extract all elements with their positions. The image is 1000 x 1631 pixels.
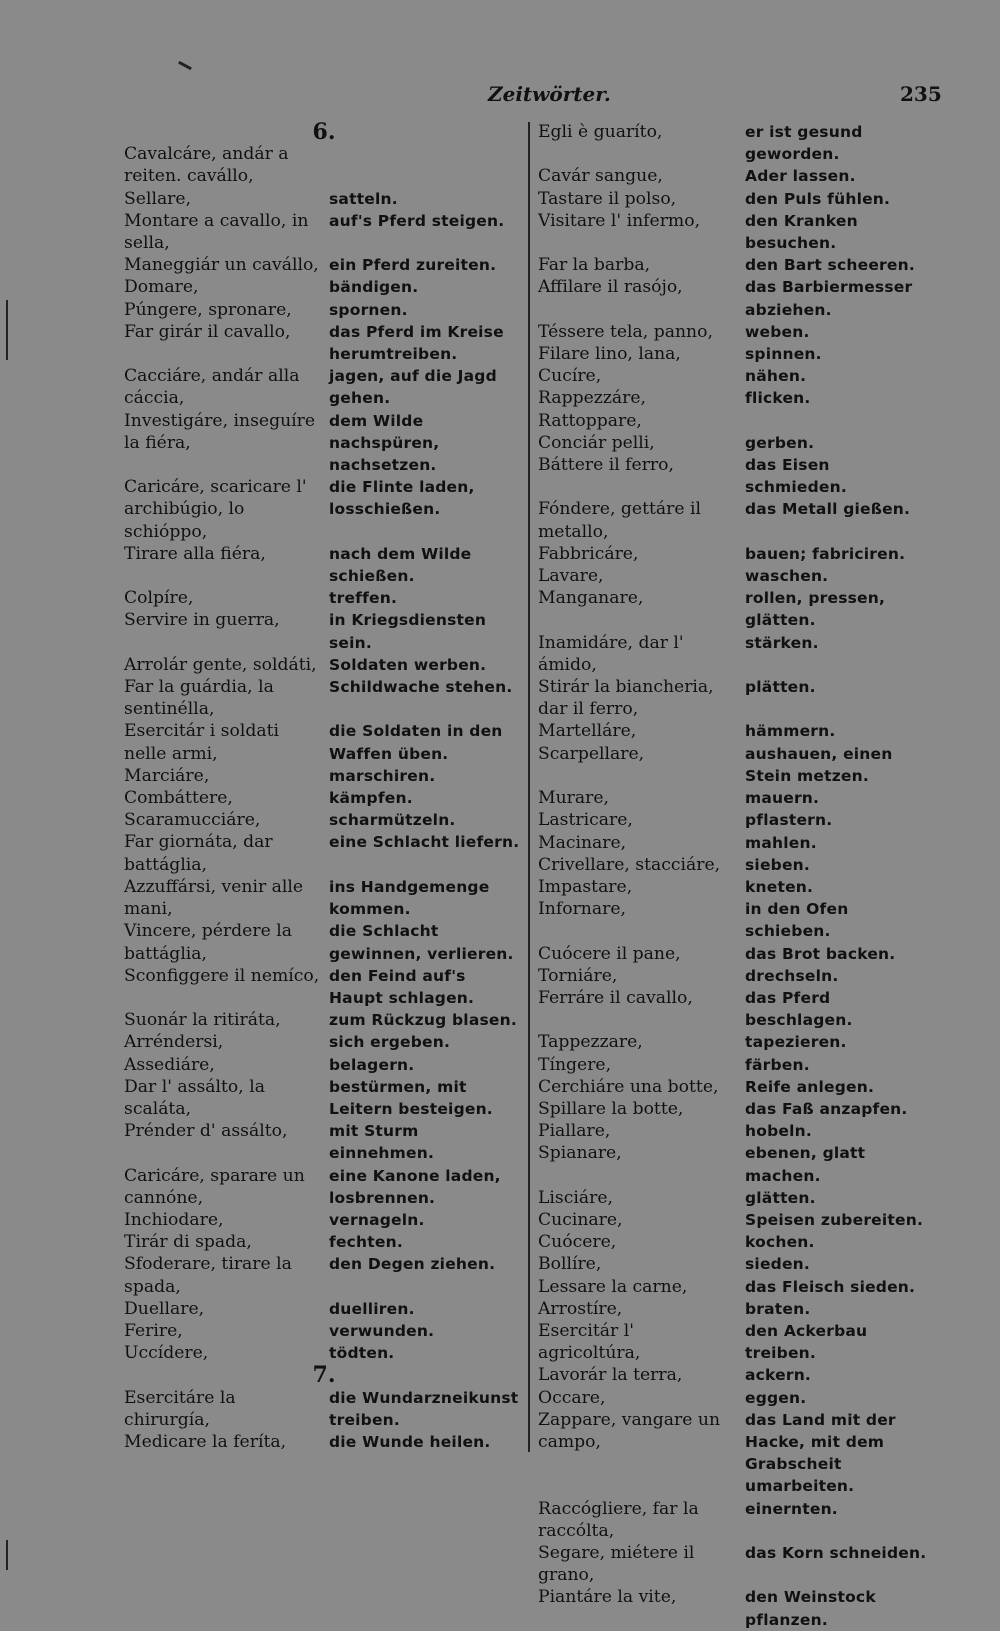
- italian-term: Arrolár gente, soldáti,: [124, 654, 317, 675]
- dictionary-entry: [124, 1076, 524, 1120]
- italian-term: Investigáre, inseguíre la fiéra,: [124, 410, 316, 453]
- german-translation: belagern.: [329, 1055, 415, 1074]
- section-number: 7.: [312, 1362, 336, 1389]
- italian-term: Ferráre il cavallo,: [538, 987, 693, 1008]
- italian-term: Lastricare,: [538, 810, 633, 831]
- dictionary-entry: [124, 1253, 524, 1297]
- dictionary-entry: [538, 854, 933, 876]
- italian-term: Martelláre,: [538, 721, 637, 742]
- italian-term: Téssere tela, panno,: [538, 321, 713, 342]
- italian-term: Affilare il rasójo,: [538, 277, 683, 298]
- margin-mark: [6, 300, 8, 360]
- german-translation: sich ergeben.: [329, 1033, 451, 1052]
- italian-term: Tappezzare,: [538, 1032, 643, 1053]
- dictionary-entry: [124, 1387, 524, 1431]
- italian-term: Cerchiáre una botte,: [538, 1076, 719, 1097]
- italian-term: Esercitáre la chirurgía,: [124, 1387, 236, 1430]
- dictionary-entry: [538, 565, 933, 587]
- italian-term: Assediáre,: [124, 1054, 215, 1075]
- italian-term: Far girár il cavallo,: [124, 321, 291, 342]
- italian-term: Prénder d' assálto,: [124, 1121, 288, 1142]
- italian-term: Infornare,: [538, 899, 626, 920]
- italian-term: Medicare la feríta,: [124, 1431, 287, 1452]
- german-translation: das Metall gießen.: [745, 500, 911, 519]
- dictionary-entry: [538, 121, 933, 165]
- german-translation: das Korn schneiden.: [745, 1544, 927, 1562]
- german-translation: mahlen.: [745, 833, 817, 852]
- german-translation: satteln.: [329, 189, 398, 208]
- italian-term: Uccídere,: [124, 1343, 209, 1364]
- italian-term: Combáttere,: [124, 788, 233, 809]
- german-translation: duelliren.: [329, 1299, 415, 1318]
- german-translation: plätten.: [745, 678, 816, 697]
- german-translation: Ader lassen.: [745, 167, 856, 186]
- dictionary-entry: [538, 365, 933, 387]
- dictionary-entry: [124, 587, 524, 609]
- dictionary-entry: [538, 1031, 933, 1053]
- german-translation: ebenen, glatt machen.: [745, 1144, 866, 1185]
- italian-term: Ferire,: [124, 1320, 183, 1341]
- italian-term: Cucíre,: [538, 366, 602, 387]
- dictionary-entry: [124, 876, 524, 920]
- dictionary-entry: [538, 965, 933, 987]
- italian-term: Inchiodare,: [124, 1209, 224, 1230]
- italian-term: Lisciáre,: [538, 1187, 613, 1208]
- dictionary-entry: [538, 210, 933, 254]
- italian-term: Caricáre, scaricare l' archibúgio, lo schióppo,: [124, 477, 307, 542]
- german-translation: das Pferd im Kreise herumtreiben.: [329, 322, 504, 364]
- german-translation: ackern.: [745, 1366, 812, 1385]
- dictionary-entry: [538, 1364, 933, 1386]
- italian-term: Scarpellare,: [538, 743, 645, 764]
- dictionary-entry: [124, 1054, 524, 1076]
- italian-term: Suonár la ritiráta,: [124, 1010, 281, 1031]
- german-translation: scharmützeln.: [329, 811, 456, 830]
- dictionary-entry: [538, 987, 933, 1031]
- italian-term: Duellare,: [124, 1298, 205, 1319]
- italian-term: Caricáre, sparare un cannóne,: [124, 1165, 305, 1208]
- dictionary-entry: [124, 720, 524, 764]
- dictionary-entry: [538, 1209, 933, 1231]
- italian-term: Piallare,: [538, 1121, 611, 1142]
- german-translation: die Schlacht gewinnen, verlieren.: [329, 922, 514, 963]
- italian-term: Báttere il ferro,: [538, 455, 674, 476]
- german-translation: den Bart scheeren.: [745, 256, 915, 275]
- italian-term: Vincere, pérdere la battáglia,: [124, 921, 292, 964]
- german-translation: marschiren.: [329, 766, 436, 785]
- german-translation: auf's Pferd steigen.: [329, 211, 505, 230]
- dictionary-entry: [538, 787, 933, 809]
- german-translation: weben.: [745, 322, 810, 341]
- german-translation: den Weinstock pflanzen.: [745, 1588, 876, 1629]
- german-translation: das Fleisch sieden.: [745, 1277, 916, 1296]
- dictionary-entry: [124, 1320, 524, 1342]
- german-translation: flicken.: [745, 389, 811, 408]
- dictionary-entry: [538, 1076, 933, 1098]
- dictionary-entry: [124, 654, 524, 676]
- italian-term: Sellare,: [124, 188, 192, 209]
- italian-term: Cavalcáre, andár a reiten. cavállo,: [124, 144, 289, 187]
- dictionary-entry: [124, 609, 524, 653]
- italian-term: Conciár pelli,: [538, 432, 655, 453]
- german-translation: einernten.: [745, 1499, 838, 1518]
- italian-term: Macinare,: [538, 832, 627, 853]
- dictionary-entry: [538, 632, 933, 676]
- dictionary-entry: [538, 454, 933, 498]
- italian-term: Zappare, vangare un campo,: [538, 1409, 721, 1452]
- column-divider: [528, 122, 530, 1452]
- italian-term: Cacciáre, andár alla cáccia,: [124, 366, 300, 409]
- italian-term: Lavorár la terra,: [538, 1365, 683, 1386]
- italian-term: Cucinare,: [538, 1209, 623, 1230]
- italian-term: Lavare,: [538, 566, 604, 587]
- dictionary-entry: [538, 720, 933, 742]
- german-translation: ein Pferd zureiten.: [329, 256, 497, 275]
- german-translation: eine Schlacht liefern.: [329, 833, 520, 852]
- italian-term: Visitare l' infermo,: [538, 210, 701, 231]
- italian-term: Púngere, spronare,: [124, 299, 292, 320]
- german-translation: Soldaten werben.: [329, 655, 487, 674]
- italian-term: Azzuffársi, venir alle mani,: [124, 876, 304, 920]
- german-translation: das Brot backen.: [745, 944, 896, 963]
- italian-term: Egli è guaríto,: [538, 122, 663, 142]
- german-translation: das Pferd beschlagen.: [745, 988, 853, 1030]
- dictionary-entry: [538, 1498, 933, 1542]
- dictionary-entry: [538, 1142, 933, 1186]
- italian-term: Far la barba,: [538, 255, 651, 276]
- german-translation: bändigen.: [329, 278, 419, 297]
- german-translation: mit Sturm einnehmen.: [329, 1122, 435, 1163]
- german-translation: eggen.: [745, 1388, 807, 1407]
- german-translation: den Ackerbau treiben.: [745, 1321, 868, 1363]
- italian-term: Cuócere,: [538, 1232, 617, 1253]
- dictionary-entry: [124, 321, 524, 365]
- dictionary-entry: [538, 165, 933, 187]
- german-translation: tapezieren.: [745, 1033, 847, 1052]
- italian-term: Impastare,: [538, 876, 633, 897]
- dictionary-entry: [124, 765, 524, 787]
- german-translation: stärken.: [745, 633, 819, 652]
- section-number: 6.: [312, 119, 336, 145]
- dictionary-entry: [538, 543, 933, 565]
- dictionary-entry: [538, 254, 933, 276]
- italian-term: Arrostíre,: [538, 1298, 623, 1319]
- dictionary-entry: [124, 476, 524, 543]
- italian-term: Cuócere il pane,: [538, 943, 681, 964]
- german-translation: drechseln.: [745, 966, 839, 985]
- dictionary-entry: [124, 809, 524, 831]
- german-translation: glätten.: [745, 1188, 816, 1207]
- german-translation: die Soldaten in den Waffen üben.: [329, 722, 503, 763]
- dictionary-entry: [124, 410, 524, 477]
- german-translation: färben.: [745, 1055, 810, 1074]
- german-translation: kneten.: [745, 877, 814, 896]
- dictionary-entry: [538, 1054, 933, 1076]
- italian-term: Rappezzáre, Rattoppare,: [538, 388, 646, 431]
- italian-term: Tirare alla fiéra,: [124, 543, 266, 564]
- german-translation: pflastern.: [745, 811, 833, 830]
- dictionary-entry: [538, 1542, 933, 1586]
- italian-term: Torniáre,: [538, 965, 618, 986]
- italian-term: Fóndere, gettáre il metallo,: [538, 499, 701, 542]
- german-translation: den Puls fühlen.: [745, 189, 891, 208]
- german-translation: die Wunde heilen.: [329, 1432, 491, 1451]
- dictionary-entry: [124, 299, 524, 321]
- italian-term: Scaramucciáre,: [124, 810, 261, 831]
- dictionary-entry: [538, 276, 933, 320]
- italian-term: Cavár sangue,: [538, 166, 663, 187]
- dictionary-entry: [538, 188, 933, 210]
- dictionary-entry: [124, 1231, 524, 1253]
- dictionary-entry: [124, 188, 524, 210]
- dictionary-entry: [124, 365, 524, 409]
- german-translation: den Feind auf's Haupt schlagen.: [329, 966, 475, 1007]
- german-translation: kämpfen.: [329, 789, 413, 808]
- german-translation: gerben.: [745, 433, 815, 452]
- german-translation: eine Kanone laden, losbrennen.: [329, 1166, 501, 1207]
- german-translation: hämmern.: [745, 722, 836, 741]
- dictionary-entry: [538, 1098, 933, 1120]
- dictionary-entry: [538, 743, 933, 787]
- german-translation: Speisen zubereiten.: [745, 1210, 924, 1229]
- italian-term: Piantáre la vite,: [538, 1587, 677, 1608]
- dictionary-entry: [124, 920, 524, 964]
- italian-term: Sfoderare, tirare la spada,: [124, 1254, 292, 1297]
- german-translation: braten.: [745, 1299, 811, 1318]
- dictionary-entry: [538, 943, 933, 965]
- italian-term: Marciáre,: [124, 765, 210, 786]
- german-translation: sieben.: [745, 855, 810, 874]
- german-translation: nähen.: [745, 367, 807, 386]
- dictionary-entry: [538, 898, 933, 942]
- dictionary-entry: [538, 876, 933, 898]
- italian-term: Sconfiggere il nemíco,: [124, 965, 320, 986]
- italian-term: Bollíre,: [538, 1254, 602, 1275]
- italian-term: Raccógliere, far la raccólta,: [538, 1498, 699, 1541]
- italian-term: Far giornáta, dar battáglia,: [124, 832, 273, 875]
- dictionary-entry: [538, 1253, 933, 1275]
- italian-term: Stirár la biancheria, dar il ferro,: [538, 677, 714, 720]
- german-translation: verwunden.: [329, 1321, 435, 1340]
- italian-term: Far la guárdia, la sentinélla,: [124, 677, 274, 720]
- dictionary-entry: [124, 254, 524, 276]
- german-translation: tödten.: [329, 1344, 395, 1363]
- dictionary-entry: [538, 432, 933, 454]
- dictionary-entry: [538, 1276, 933, 1298]
- german-translation: nach dem Wilde schießen.: [329, 544, 472, 586]
- dictionary-entry: [538, 321, 933, 343]
- german-translation: bestürmen, mit Leitern besteigen.: [329, 1077, 493, 1118]
- italian-term: Servire in guerra,: [124, 610, 280, 631]
- italian-term: Dar l' assálto, la scaláta,: [124, 1076, 265, 1119]
- italian-term: Manganare,: [538, 588, 644, 609]
- italian-term: Lessare la carne,: [538, 1276, 688, 1297]
- dictionary-entry: [538, 343, 933, 365]
- dictionary-entry: [124, 276, 524, 298]
- italian-term: Maneggiár un cavállo,: [124, 255, 319, 276]
- dictionary-entry: [538, 1231, 933, 1253]
- italian-term: Fabbricáre,: [538, 543, 639, 564]
- dictionary-entry: [124, 143, 524, 187]
- dictionary-entry: [124, 1298, 524, 1320]
- german-translation: das Land mit der Hacke, mit dem Grabscheit umarbeiten.: [745, 1410, 896, 1496]
- left-column: [124, 121, 524, 1453]
- dictionary-entry: [538, 587, 933, 631]
- german-translation: hobeln.: [745, 1122, 812, 1141]
- dictionary-entry: [124, 1209, 524, 1231]
- italian-term: Inamidáre, dar l' ámido,: [538, 632, 684, 675]
- dictionary-entry: [538, 387, 933, 431]
- italian-term: Filare lino, lana,: [538, 344, 681, 365]
- german-translation: zum Rückzug blasen.: [329, 1011, 517, 1030]
- german-translation: treffen.: [329, 589, 398, 608]
- italian-term: Spianare,: [538, 1143, 622, 1164]
- german-translation: die Flinte laden, losschießen.: [329, 478, 475, 519]
- german-translation: [329, 143, 524, 187]
- dictionary-entry: [124, 1031, 524, 1053]
- italian-term: Occare,: [538, 1387, 606, 1408]
- german-translation: in Kriegsdiensten sein.: [329, 611, 487, 652]
- german-translation: bauen; fabriciren.: [745, 544, 906, 563]
- dictionary-entry: [124, 1165, 524, 1209]
- dictionary-entry: [124, 787, 524, 809]
- dictionary-entry: [124, 676, 524, 720]
- german-translation: er ist gesund geworden.: [745, 123, 863, 164]
- german-translation: das Faß anzapfen.: [745, 1099, 908, 1118]
- german-translation: vernageln.: [329, 1210, 425, 1229]
- running-head: Zeitwörter.: [488, 82, 611, 106]
- dictionary-entry: [538, 1298, 933, 1320]
- italian-term: Esercitár i soldati nelle armi,: [124, 721, 279, 764]
- italian-term: Murare,: [538, 788, 609, 809]
- dictionary-entry: [538, 1187, 933, 1209]
- german-translation: das Barbiermesser abziehen.: [745, 278, 913, 319]
- dictionary-entry: [538, 832, 933, 854]
- italian-term: Arréndersi,: [124, 1032, 224, 1053]
- german-translation: spinnen.: [745, 345, 822, 364]
- dictionary-entry: [538, 1586, 933, 1630]
- german-translation: rollen, pressen, glätten.: [745, 589, 886, 630]
- margin-mark: [6, 1540, 8, 1570]
- german-translation: Reife anlegen.: [745, 1077, 875, 1096]
- dictionary-entry: [124, 1342, 524, 1364]
- german-translation: fechten.: [329, 1233, 403, 1252]
- dictionary-entry: [538, 1409, 933, 1498]
- italian-term: Esercitár l' agricoltúra,: [538, 1320, 641, 1364]
- german-translation: aushauen, einen Stein metzen.: [745, 744, 893, 785]
- stray-mark: [178, 61, 192, 70]
- dictionary-entry: [124, 1009, 524, 1031]
- german-translation: sieden.: [745, 1255, 810, 1274]
- dictionary-entry: [124, 210, 524, 254]
- right-column: [538, 121, 933, 1631]
- italian-term: Tastare il polso,: [538, 188, 677, 209]
- dictionary-entry: [538, 676, 933, 720]
- german-translation: in den Ofen schieben.: [745, 900, 849, 941]
- german-translation: dem Wilde nachspüren, nachsetzen.: [329, 411, 440, 475]
- italian-term: Tirár di spada,: [124, 1232, 252, 1253]
- dictionary-entry: [124, 543, 524, 587]
- german-translation: jagen, auf die Jagd gehen.: [329, 367, 497, 408]
- dictionary-entry: [538, 1120, 933, 1142]
- dictionary-entry: [124, 965, 524, 1009]
- german-translation: Schildwache stehen.: [329, 678, 513, 697]
- dictionary-entry: [538, 498, 933, 542]
- italian-term: Crivellare, stacciáre,: [538, 854, 721, 875]
- german-translation: kochen.: [745, 1233, 815, 1252]
- dictionary-entry: [124, 1431, 524, 1453]
- dictionary-entry: [124, 831, 524, 875]
- italian-term: Colpíre,: [124, 588, 194, 609]
- italian-term: Montare a cavallo, in sella,: [124, 210, 309, 253]
- german-translation: das Eisen schmieden.: [745, 456, 847, 497]
- dictionary-entry: [124, 1120, 524, 1164]
- italian-term: Tíngere,: [538, 1054, 612, 1075]
- italian-term: Segare, miétere il grano,: [538, 1543, 695, 1586]
- german-translation: spornen.: [329, 300, 408, 319]
- italian-term: Spillare la botte,: [538, 1098, 684, 1119]
- german-translation: mauern.: [745, 789, 820, 808]
- german-translation: den Kranken besuchen.: [745, 211, 858, 253]
- italian-term: Domare,: [124, 277, 199, 298]
- german-translation: die Wundarzneikunst treiben.: [329, 1388, 519, 1429]
- dictionary-entry: [538, 1320, 933, 1364]
- page-number: 235: [900, 82, 942, 106]
- german-translation: waschen.: [745, 567, 829, 586]
- dictionary-entry: [538, 809, 933, 831]
- dictionary-entry: [538, 1387, 933, 1409]
- german-translation: den Degen ziehen.: [329, 1255, 496, 1274]
- german-translation: ins Handgemenge kommen.: [329, 877, 490, 919]
